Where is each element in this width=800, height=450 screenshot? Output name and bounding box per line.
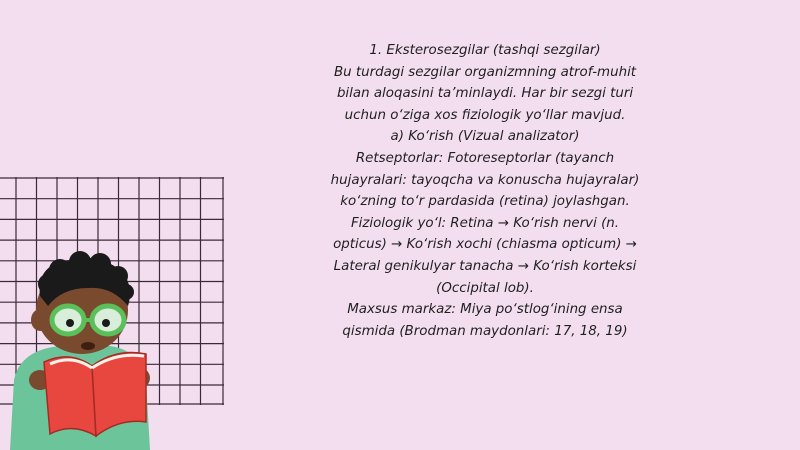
paragraph-retseptorlar: Retseptorlar: Fotoreseptorlar (tayanch hujayralari: tayoqcha va konuscha hujayralar) ko‘zning to‘r pardasida (retina) joylashgan. (330, 150, 640, 210)
subheading-korish: a) Ko‘rish (Vizual analizator) (390, 129, 580, 145)
slide-text (330, 40, 640, 342)
paragraph-intro: Bu turdagi sezgilar organizmning atrof-muhit bilan aloqasini ta’minlaydi. Har bir sezgi turi uchun o‘ziga xos fiziologik yo‘llar mavjud. (333, 64, 637, 123)
heading-eksterosezgilar: 1. Eksterosezgilar (tashqi sezgilar) (369, 43, 601, 58)
reading-child-illustration (0, 250, 160, 450)
paragraph-maxsus-markaz: Maxsus markaz: Miya po‘stlog‘ining ensa qismida (Brodman maydonlari: 17, 18, 19) (342, 302, 628, 339)
paragraph-fiziologik-yol: Fiziologik yo‘l: Retina → Ko‘rish nervi (n. opticus) → Ko‘rish xochi (chiasma opticum) → Lateral genikulyar tanacha → Ko‘rish korteksi (Occipital lob). (333, 215, 637, 296)
